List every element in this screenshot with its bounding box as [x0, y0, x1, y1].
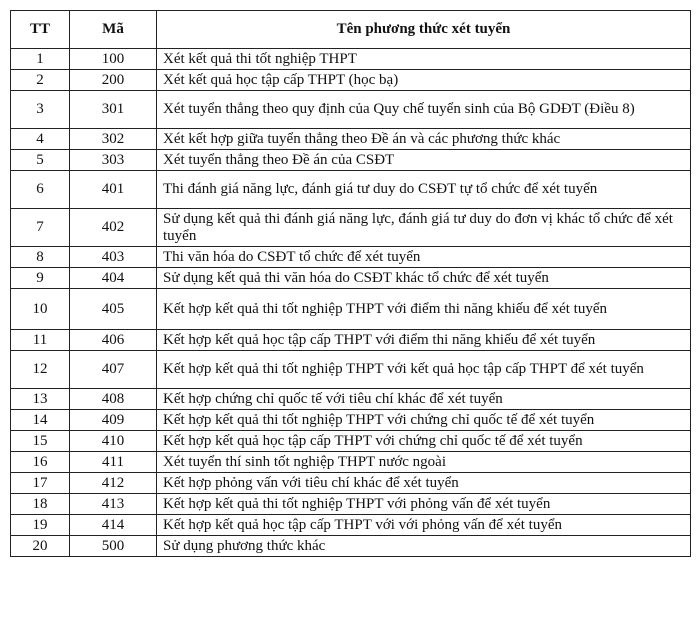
row-ten: Kết hợp kết quả thi tốt nghiệp THPT với phỏng vấn để xét tuyển	[157, 494, 691, 515]
row-tt: 4	[11, 129, 70, 150]
row-ma: 409	[70, 410, 157, 431]
row-ma: 302	[70, 129, 157, 150]
table-row	[11, 209, 691, 247]
row-ma: 408	[70, 389, 157, 410]
table-header-row	[11, 11, 691, 49]
row-ma: 410	[70, 431, 157, 452]
row-tt: 11	[11, 330, 70, 351]
row-tt: 8	[11, 247, 70, 268]
row-ma: 413	[70, 494, 157, 515]
row-ten: Xét tuyển thẳng theo Đề án của CSĐT	[157, 150, 691, 171]
row-tt: 13	[11, 389, 70, 410]
row-ma: 402	[70, 209, 157, 247]
table-row	[11, 268, 691, 289]
row-ten: Sử dụng kết quả thi văn hóa do CSĐT khác tổ chức để xét tuyển	[157, 268, 691, 289]
row-ten: Kết hợp kết quả học tập cấp THPT với chứng chỉ quốc tế để xét tuyển	[157, 431, 691, 452]
row-ma: 404	[70, 268, 157, 289]
row-tt: 20	[11, 536, 70, 557]
row-ten: Thi đánh giá năng lực, đánh giá tư duy do CSĐT tự tổ chức để xét tuyển	[157, 171, 691, 209]
row-tt: 14	[11, 410, 70, 431]
row-ma: 401	[70, 171, 157, 209]
row-tt: 1	[11, 49, 70, 70]
table-row	[11, 247, 691, 268]
row-tt: 17	[11, 473, 70, 494]
row-ma: 412	[70, 473, 157, 494]
row-ma: 500	[70, 536, 157, 557]
header-ma: Mã	[70, 11, 157, 49]
row-ten: Sử dụng kết quả thi đánh giá năng lực, đánh giá tư duy do đơn vị khác tổ chức để xét tuyển	[157, 209, 691, 247]
table-row	[11, 150, 691, 171]
row-tt: 7	[11, 209, 70, 247]
row-ma: 301	[70, 91, 157, 129]
table-row	[11, 49, 691, 70]
row-ten: Xét kết hợp giữa tuyển thẳng theo Đề án và các phương thức khác	[157, 129, 691, 150]
row-ten: Kết hợp kết quả thi tốt nghiệp THPT với điểm thi năng khiếu để xét tuyển	[157, 289, 691, 330]
row-ten: Xét kết quả thi tốt nghiệp THPT	[157, 49, 691, 70]
row-ten: Xét tuyển thí sinh tốt nghiệp THPT nước ngoài	[157, 452, 691, 473]
row-ten: Xét kết quả học tập cấp THPT (học bạ)	[157, 70, 691, 91]
header-ten: Tên phương thức xét tuyển	[157, 11, 691, 49]
table-row	[11, 330, 691, 351]
table-row	[11, 410, 691, 431]
table-row	[11, 536, 691, 557]
row-ma: 414	[70, 515, 157, 536]
row-tt: 6	[11, 171, 70, 209]
row-ten: Sử dụng phương thức khác	[157, 536, 691, 557]
row-ten: Kết hợp chứng chỉ quốc tế với tiêu chí khác để xét tuyển	[157, 389, 691, 410]
row-ten: Kết hợp kết quả học tập cấp THPT với với phỏng vấn để xét tuyển	[157, 515, 691, 536]
row-ma: 303	[70, 150, 157, 171]
table-row	[11, 515, 691, 536]
table-row	[11, 70, 691, 91]
row-tt: 12	[11, 351, 70, 389]
row-tt: 10	[11, 289, 70, 330]
table-row	[11, 91, 691, 129]
table-row	[11, 351, 691, 389]
row-tt: 9	[11, 268, 70, 289]
table-row	[11, 289, 691, 330]
table-row	[11, 452, 691, 473]
row-tt: 3	[11, 91, 70, 129]
table-row	[11, 389, 691, 410]
row-tt: 19	[11, 515, 70, 536]
row-ten: Kết hợp kết quả thi tốt nghiệp THPT với chứng chỉ quốc tế để xét tuyển	[157, 410, 691, 431]
row-tt: 15	[11, 431, 70, 452]
table-row	[11, 171, 691, 209]
table-row	[11, 129, 691, 150]
row-tt: 2	[11, 70, 70, 91]
row-ma: 407	[70, 351, 157, 389]
row-tt: 16	[11, 452, 70, 473]
header-tt: TT	[11, 11, 70, 49]
row-ten: Xét tuyển thẳng theo quy định của Quy chế tuyển sinh của Bộ GDĐT (Điều 8)	[157, 91, 691, 129]
row-ten: Kết hợp phỏng vấn với tiêu chí khác để xét tuyển	[157, 473, 691, 494]
table-row	[11, 473, 691, 494]
row-ma: 405	[70, 289, 157, 330]
row-ten: Kết hợp kết quả thi tốt nghiệp THPT với kết quả học tập cấp THPT để xét tuyển	[157, 351, 691, 389]
row-tt: 5	[11, 150, 70, 171]
table-row	[11, 431, 691, 452]
row-ma: 411	[70, 452, 157, 473]
row-ma: 200	[70, 70, 157, 91]
row-ten: Thi văn hóa do CSĐT tổ chức để xét tuyển	[157, 247, 691, 268]
row-tt: 18	[11, 494, 70, 515]
row-ma: 406	[70, 330, 157, 351]
row-ma: 100	[70, 49, 157, 70]
row-ma: 403	[70, 247, 157, 268]
table-row	[11, 494, 691, 515]
admission-methods-table	[10, 10, 691, 557]
row-ten: Kết hợp kết quả học tập cấp THPT với điểm thi năng khiếu để xét tuyển	[157, 330, 691, 351]
